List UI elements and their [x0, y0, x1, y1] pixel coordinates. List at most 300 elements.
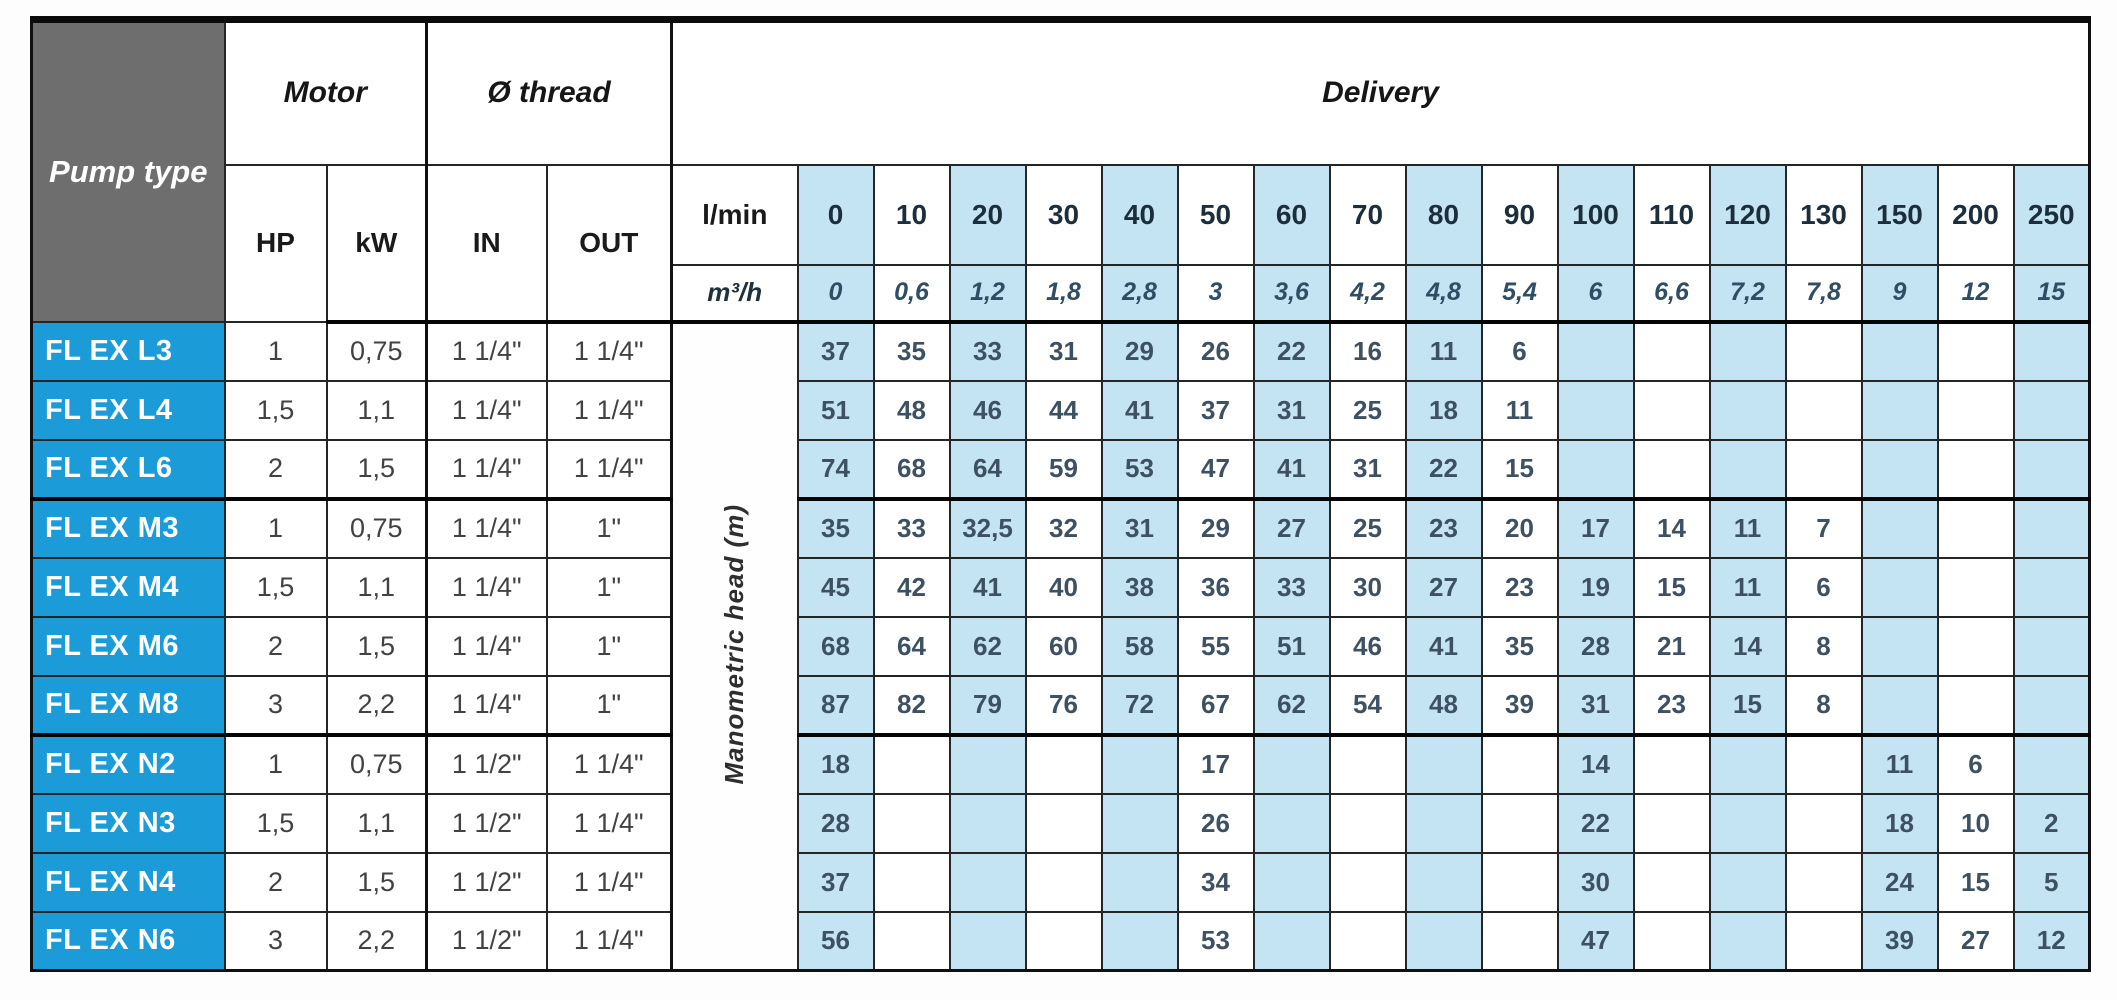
head-value-cell: 31 [1254, 381, 1330, 440]
head-value-cell: 15 [1710, 676, 1786, 735]
table-row-fl-ex-n2 [32, 735, 2090, 794]
head-value-cell: 32,5 [950, 499, 1026, 558]
head-value-cell: 22 [1406, 440, 1482, 499]
head-value-cell: 37 [1178, 381, 1254, 440]
head-value-cell: 72 [1102, 676, 1178, 735]
head-value-cell [1634, 853, 1710, 912]
hp-value-cell: 1,5 [225, 558, 327, 617]
head-value-cell: 35 [874, 322, 950, 381]
head-value-cell: 23 [1482, 558, 1558, 617]
head-value-cell [1938, 322, 2014, 381]
flow-m3h-value: 3,6 [1254, 265, 1330, 322]
head-value-cell: 47 [1558, 912, 1634, 971]
head-value-cell: 23 [1634, 676, 1710, 735]
head-value-cell: 33 [1254, 558, 1330, 617]
head-value-cell: 82 [874, 676, 950, 735]
head-value-cell [1102, 794, 1178, 853]
flow-m3h-value: 1,8 [1026, 265, 1102, 322]
head-value-cell [1026, 735, 1102, 794]
head-value-cell [874, 735, 950, 794]
head-value-cell [1938, 440, 2014, 499]
head-value-cell [1938, 381, 2014, 440]
head-value-cell: 24 [1862, 853, 1938, 912]
head-value-cell [950, 853, 1026, 912]
kw-value-cell: 2,2 [327, 676, 427, 735]
head-value-cell [1330, 735, 1406, 794]
flow-lmin-value: 100 [1558, 165, 1634, 265]
head-value-cell: 62 [1254, 676, 1330, 735]
head-value-cell: 41 [1102, 381, 1178, 440]
head-value-cell [2014, 499, 2090, 558]
in-thread-value-cell: 1 1/4" [427, 558, 547, 617]
flow-lmin-value: 250 [2014, 165, 2090, 265]
head-value-cell [2014, 558, 2090, 617]
head-value-cell: 11 [1862, 735, 1938, 794]
head-value-cell [1026, 853, 1102, 912]
head-value-cell: 74 [798, 440, 874, 499]
out-thread-value-cell: 1 1/4" [547, 794, 672, 853]
head-value-cell: 29 [1102, 322, 1178, 381]
kw-value-cell: 1,1 [327, 381, 427, 440]
in-thread-value-cell: 1 1/4" [427, 676, 547, 735]
flow-m3h-value: 5,4 [1482, 265, 1558, 322]
head-value-cell [950, 735, 1026, 794]
head-value-cell: 31 [1558, 676, 1634, 735]
table-row-fl-ex-m6 [32, 617, 2090, 676]
out-thread-value-cell: 1" [547, 676, 672, 735]
head-value-cell: 8 [1786, 676, 1862, 735]
head-value-cell: 62 [950, 617, 1026, 676]
head-value-cell [1558, 440, 1634, 499]
head-value-cell: 15 [1938, 853, 2014, 912]
head-value-cell [1710, 381, 1786, 440]
out-thread-value-cell: 1" [547, 499, 672, 558]
head-value-cell [1634, 794, 1710, 853]
head-value-cell [2014, 440, 2090, 499]
pump-name-cell: FL EX L3 [32, 322, 225, 381]
head-value-cell [1102, 912, 1178, 971]
head-value-cell: 47 [1178, 440, 1254, 499]
in-thread-value-cell: 1 1/4" [427, 322, 547, 381]
table-row-fl-ex-m4 [32, 558, 2090, 617]
head-value-cell [1786, 794, 1862, 853]
flow-m3h-value: 0 [798, 265, 874, 322]
head-value-cell [1634, 735, 1710, 794]
pump-name-cell: FL EX N2 [32, 735, 225, 794]
flow-lmin-value: 150 [1862, 165, 1938, 265]
table-row-fl-ex-l6 [32, 440, 2090, 499]
pump-name-cell: FL EX M3 [32, 499, 225, 558]
head-value-cell: 64 [950, 440, 1026, 499]
head-value-cell [1102, 735, 1178, 794]
hp-value-cell: 1 [225, 735, 327, 794]
head-value-cell: 14 [1558, 735, 1634, 794]
head-value-cell: 53 [1102, 440, 1178, 499]
in-thread-value-cell: 1 1/4" [427, 440, 547, 499]
in-thread-value-cell: 1 1/4" [427, 617, 547, 676]
head-value-cell [1330, 912, 1406, 971]
flow-lmin-value: 80 [1406, 165, 1482, 265]
out-thread-value-cell: 1 1/4" [547, 322, 672, 381]
hp-value-cell: 3 [225, 912, 327, 971]
head-value-cell [1482, 794, 1558, 853]
head-value-cell [1938, 617, 2014, 676]
kw-value-cell: 1,1 [327, 558, 427, 617]
head-value-cell [1406, 794, 1482, 853]
head-value-cell [1786, 735, 1862, 794]
head-value-cell: 17 [1178, 735, 1254, 794]
head-value-cell [1862, 499, 1938, 558]
head-value-cell: 21 [1634, 617, 1710, 676]
head-value-cell: 33 [874, 499, 950, 558]
pump-name-cell: FL EX M8 [32, 676, 225, 735]
out-thread-value-cell: 1 1/4" [547, 912, 672, 971]
table-row-fl-ex-m3 [32, 499, 2090, 558]
head-value-cell [1634, 381, 1710, 440]
head-value-cell: 11 [1406, 322, 1482, 381]
table-row-fl-ex-n4 [32, 853, 2090, 912]
flow-m3h-value: 7,2 [1710, 265, 1786, 322]
head-value-cell: 11 [1710, 558, 1786, 617]
head-value-cell [1710, 735, 1786, 794]
flow-m3h-value: 1,2 [950, 265, 1026, 322]
head-value-cell: 40 [1026, 558, 1102, 617]
head-value-cell: 27 [1938, 912, 2014, 971]
flow-lmin-value: 50 [1178, 165, 1254, 265]
head-value-cell: 25 [1330, 381, 1406, 440]
head-value-cell: 19 [1558, 558, 1634, 617]
head-value-cell [950, 794, 1026, 853]
kw-value-cell: 0,75 [327, 735, 427, 794]
head-value-cell: 64 [874, 617, 950, 676]
table-row-fl-ex-l3 [32, 322, 2090, 381]
head-value-cell: 68 [798, 617, 874, 676]
head-value-cell [1254, 912, 1330, 971]
head-value-cell: 79 [950, 676, 1026, 735]
flow-lmin-value: 110 [1634, 165, 1710, 265]
head-value-cell: 22 [1254, 322, 1330, 381]
head-value-cell [1786, 322, 1862, 381]
flow-lmin-value: 120 [1710, 165, 1786, 265]
head-value-cell: 32 [1026, 499, 1102, 558]
head-value-cell: 10 [1938, 794, 2014, 853]
hp-value-cell: 2 [225, 440, 327, 499]
head-value-cell: 36 [1178, 558, 1254, 617]
head-value-cell: 45 [798, 558, 874, 617]
head-value-cell: 67 [1178, 676, 1254, 735]
flow-m3h-value: 4,2 [1330, 265, 1406, 322]
flow-lmin-value: 130 [1786, 165, 1862, 265]
head-value-cell: 41 [950, 558, 1026, 617]
flow-lmin-value: 200 [1938, 165, 2014, 265]
head-value-cell [1634, 912, 1710, 971]
head-value-cell [1330, 853, 1406, 912]
hp-header: HP [225, 165, 327, 322]
head-value-cell [1482, 912, 1558, 971]
head-value-cell [1710, 322, 1786, 381]
hp-value-cell: 2 [225, 617, 327, 676]
flow-lmin-value: 40 [1102, 165, 1178, 265]
pump-name-cell: FL EX L6 [32, 440, 225, 499]
head-value-cell: 54 [1330, 676, 1406, 735]
hp-value-cell: 1,5 [225, 381, 327, 440]
flow-m3h-value: 12 [1938, 265, 2014, 322]
head-value-cell: 31 [1026, 322, 1102, 381]
head-value-cell [1634, 440, 1710, 499]
pump-name-cell: FL EX N4 [32, 853, 225, 912]
head-value-cell [2014, 617, 2090, 676]
head-value-cell: 44 [1026, 381, 1102, 440]
head-value-cell: 35 [1482, 617, 1558, 676]
head-value-cell: 14 [1710, 617, 1786, 676]
head-value-cell: 12 [2014, 912, 2090, 971]
kw-value-cell: 0,75 [327, 322, 427, 381]
thread-header: Ø thread [427, 20, 672, 165]
head-value-cell: 42 [874, 558, 950, 617]
head-value-cell: 6 [1786, 558, 1862, 617]
kw-value-cell: 0,75 [327, 499, 427, 558]
head-value-cell: 56 [798, 912, 874, 971]
hp-value-cell: 1 [225, 322, 327, 381]
head-value-cell: 51 [1254, 617, 1330, 676]
out-header: OUT [547, 165, 672, 322]
head-value-cell: 76 [1026, 676, 1102, 735]
head-value-cell [1254, 853, 1330, 912]
head-value-cell [1406, 853, 1482, 912]
head-value-cell [1330, 794, 1406, 853]
head-value-cell: 11 [1482, 381, 1558, 440]
head-value-cell: 68 [874, 440, 950, 499]
head-value-cell [1254, 794, 1330, 853]
kw-value-cell: 1,5 [327, 853, 427, 912]
head-value-cell [1710, 912, 1786, 971]
head-value-cell: 31 [1330, 440, 1406, 499]
head-value-cell [1862, 676, 1938, 735]
head-value-cell [1786, 381, 1862, 440]
head-value-cell [1862, 322, 1938, 381]
head-value-cell: 5 [2014, 853, 2090, 912]
head-value-cell: 53 [1178, 912, 1254, 971]
flow-m3h-value: 2,8 [1102, 265, 1178, 322]
head-value-cell: 30 [1558, 853, 1634, 912]
pump-name-cell: FL EX M4 [32, 558, 225, 617]
head-value-cell [2014, 322, 2090, 381]
head-value-cell: 41 [1406, 617, 1482, 676]
flow-m3h-value: 4,8 [1406, 265, 1482, 322]
head-value-cell [1786, 440, 1862, 499]
flow-m3h-value: 6 [1558, 265, 1634, 322]
head-value-cell [1710, 853, 1786, 912]
head-value-cell: 7 [1786, 499, 1862, 558]
hp-value-cell: 1 [225, 499, 327, 558]
hp-value-cell: 1,5 [225, 794, 327, 853]
head-value-cell [1254, 735, 1330, 794]
head-value-cell: 18 [1406, 381, 1482, 440]
out-thread-value-cell: 1 1/4" [547, 440, 672, 499]
pump-name-cell: FL EX N3 [32, 794, 225, 853]
head-value-cell: 41 [1254, 440, 1330, 499]
head-value-cell: 6 [1938, 735, 2014, 794]
out-thread-value-cell: 1" [547, 558, 672, 617]
head-value-cell: 16 [1330, 322, 1406, 381]
kw-header: kW [327, 165, 427, 322]
out-thread-value-cell: 1 1/4" [547, 853, 672, 912]
table-row-fl-ex-l4 [32, 381, 2090, 440]
head-value-cell [874, 912, 950, 971]
head-value-cell: 28 [1558, 617, 1634, 676]
head-value-cell: 58 [1102, 617, 1178, 676]
head-value-cell [1786, 853, 1862, 912]
head-value-cell: 18 [1862, 794, 1938, 853]
in-header: IN [427, 165, 547, 322]
head-value-cell [1938, 676, 2014, 735]
head-value-cell: 39 [1482, 676, 1558, 735]
head-value-cell: 25 [1330, 499, 1406, 558]
in-thread-value-cell: 1 1/2" [427, 794, 547, 853]
head-value-cell: 48 [874, 381, 950, 440]
lmin-unit-label: l/min [672, 165, 798, 265]
flow-lmin-value: 20 [950, 165, 1026, 265]
flow-m3h-value: 3 [1178, 265, 1254, 322]
head-value-cell: 31 [1102, 499, 1178, 558]
head-value-cell [1634, 322, 1710, 381]
flow-lmin-value: 60 [1254, 165, 1330, 265]
flow-lmin-value: 90 [1482, 165, 1558, 265]
head-value-cell: 37 [798, 853, 874, 912]
head-value-cell [1406, 912, 1482, 971]
head-value-cell: 39 [1862, 912, 1938, 971]
head-value-cell [1786, 912, 1862, 971]
head-value-cell [950, 912, 1026, 971]
head-value-cell: 23 [1406, 499, 1482, 558]
flow-lmin-value: 10 [874, 165, 950, 265]
head-value-cell [1482, 735, 1558, 794]
in-thread-value-cell: 1 1/4" [427, 381, 547, 440]
head-value-cell [1558, 381, 1634, 440]
motor-header: Motor [225, 20, 427, 165]
manometric-head-label-cell [672, 322, 798, 971]
head-value-cell [1026, 794, 1102, 853]
head-value-cell: 26 [1178, 794, 1254, 853]
kw-value-cell: 1,1 [327, 794, 427, 853]
head-value-cell: 35 [798, 499, 874, 558]
head-value-cell [2014, 381, 2090, 440]
head-value-cell: 59 [1026, 440, 1102, 499]
head-value-cell [1938, 499, 2014, 558]
head-value-cell [1710, 440, 1786, 499]
in-thread-value-cell: 1 1/2" [427, 912, 547, 971]
head-value-cell: 17 [1558, 499, 1634, 558]
head-value-cell: 46 [1330, 617, 1406, 676]
table-row-fl-ex-m8 [32, 676, 2090, 735]
head-value-cell [1710, 794, 1786, 853]
flow-m3h-value: 7,8 [1786, 265, 1862, 322]
head-value-cell: 22 [1558, 794, 1634, 853]
head-value-cell: 8 [1786, 617, 1862, 676]
head-value-cell: 30 [1330, 558, 1406, 617]
out-thread-value-cell: 1" [547, 617, 672, 676]
in-thread-value-cell: 1 1/2" [427, 853, 547, 912]
head-value-cell: 15 [1634, 558, 1710, 617]
head-value-cell: 48 [1406, 676, 1482, 735]
pump-name-cell: FL EX M6 [32, 617, 225, 676]
header-row-groups [32, 20, 2090, 165]
flow-lmin-value: 0 [798, 165, 874, 265]
head-value-cell [2014, 735, 2090, 794]
pump-name-cell: FL EX N6 [32, 912, 225, 971]
head-value-cell [2014, 676, 2090, 735]
head-value-cell: 6 [1482, 322, 1558, 381]
head-value-cell: 14 [1634, 499, 1710, 558]
head-value-cell [1026, 912, 1102, 971]
head-value-cell [1406, 735, 1482, 794]
manometric-head-label: Manometric head (m) [719, 503, 750, 784]
head-value-cell [1862, 617, 1938, 676]
pump-name-cell: FL EX L4 [32, 381, 225, 440]
head-value-cell [874, 794, 950, 853]
head-value-cell: 60 [1026, 617, 1102, 676]
table-row-fl-ex-n3 [32, 794, 2090, 853]
head-value-cell: 26 [1178, 322, 1254, 381]
hp-value-cell: 2 [225, 853, 327, 912]
delivery-header: Delivery [672, 20, 2090, 165]
head-value-cell [1862, 440, 1938, 499]
head-value-cell: 33 [950, 322, 1026, 381]
flow-m3h-value: 6,6 [1634, 265, 1710, 322]
hp-value-cell: 3 [225, 676, 327, 735]
head-value-cell: 34 [1178, 853, 1254, 912]
head-value-cell [1862, 558, 1938, 617]
flow-m3h-value: 15 [2014, 265, 2090, 322]
kw-value-cell: 1,5 [327, 440, 427, 499]
out-thread-value-cell: 1 1/4" [547, 735, 672, 794]
head-value-cell [874, 853, 950, 912]
head-value-cell: 11 [1710, 499, 1786, 558]
table-row-fl-ex-n6 [32, 912, 2090, 971]
flow-lmin-value: 30 [1026, 165, 1102, 265]
head-value-cell: 51 [798, 381, 874, 440]
in-thread-value-cell: 1 1/2" [427, 735, 547, 794]
flow-m3h-value: 0,6 [874, 265, 950, 322]
in-thread-value-cell: 1 1/4" [427, 499, 547, 558]
pump-spec-table [30, 16, 2091, 972]
head-value-cell: 27 [1254, 499, 1330, 558]
head-value-cell: 37 [798, 322, 874, 381]
kw-value-cell: 1,5 [327, 617, 427, 676]
head-value-cell: 15 [1482, 440, 1558, 499]
head-value-cell: 87 [798, 676, 874, 735]
head-value-cell [1862, 381, 1938, 440]
head-value-cell: 2 [2014, 794, 2090, 853]
head-value-cell: 29 [1178, 499, 1254, 558]
out-thread-value-cell: 1 1/4" [547, 381, 672, 440]
pump-type-header: Pump type [32, 20, 225, 322]
head-value-cell: 20 [1482, 499, 1558, 558]
head-value-cell: 28 [798, 794, 874, 853]
m3h-unit-label: m³/h [672, 265, 798, 322]
header-row-lmin [32, 165, 2090, 265]
head-value-cell: 18 [798, 735, 874, 794]
head-value-cell: 55 [1178, 617, 1254, 676]
kw-value-cell: 2,2 [327, 912, 427, 971]
head-value-cell: 46 [950, 381, 1026, 440]
flow-lmin-value: 70 [1330, 165, 1406, 265]
flow-m3h-value: 9 [1862, 265, 1938, 322]
head-value-cell [1482, 853, 1558, 912]
head-value-cell [1938, 558, 2014, 617]
head-value-cell [1102, 853, 1178, 912]
head-value-cell: 27 [1406, 558, 1482, 617]
